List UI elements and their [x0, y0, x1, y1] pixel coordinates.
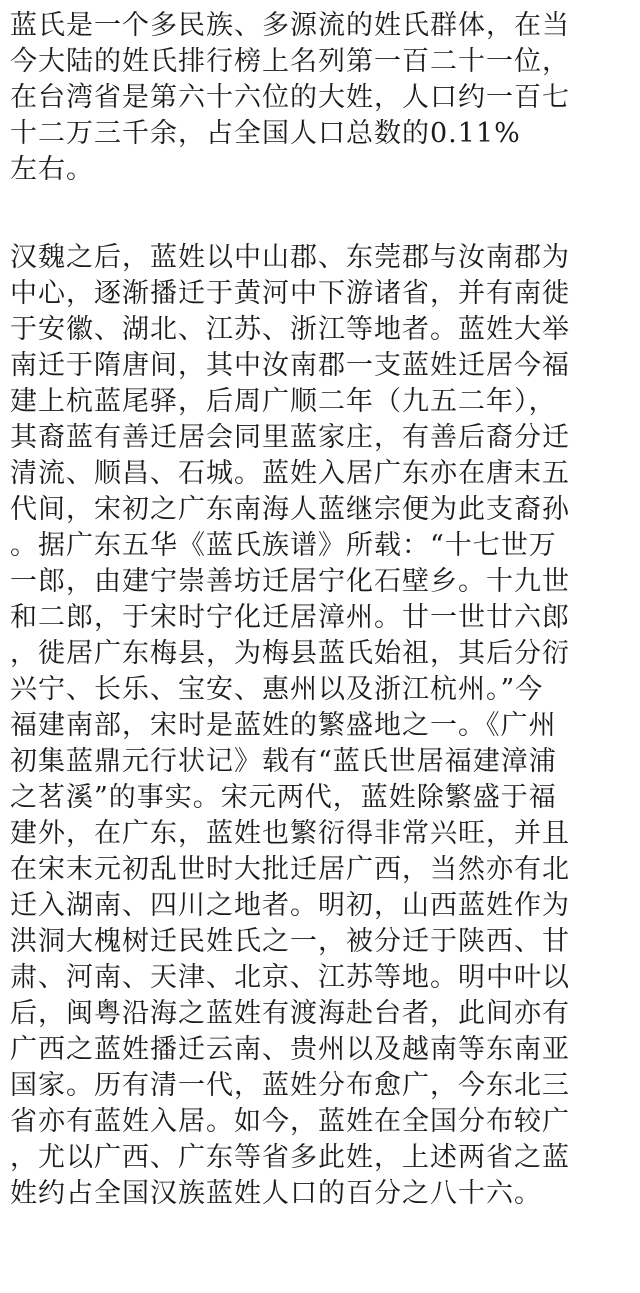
text-line: ，尤以广西、广东等省多此姓，上述两省之蓝 — [10, 1142, 570, 1173]
text-line: 在宋末元初乱世时大批迁居广西，当然亦有北 — [10, 854, 570, 885]
text-line: 代间，宋初之广东南海人蓝继宗便为此支裔孙 — [10, 494, 570, 525]
text-line: 中心，逐渐播迁于黄河中下游诸省，并有南徙 — [10, 278, 570, 309]
text-line: 十二万三千余，占全国人口总数的0.11% — [10, 118, 521, 149]
text-line: 汉魏之后，蓝姓以中山郡、东莞郡与汝南郡为 — [10, 242, 570, 273]
text-line: 建外，在广东，蓝姓也繁衍得非常兴旺，并且 — [10, 818, 570, 849]
text-line: ，徙居广东梅县，为梅县蓝氏始祖，其后分衍 — [10, 638, 570, 669]
text-line: 蓝氏是一个多民族、多源流的姓氏群体，在当 — [10, 10, 570, 41]
text-line: 福建南部，宋时是蓝姓的繁盛地之一。《广州 — [10, 710, 557, 741]
text-line: 洪洞大槐树迁民姓氏之一，被分迁于陕西、甘 — [10, 926, 570, 957]
paragraph-intro — [10, 8, 635, 188]
text-line: 迁入湖南、四川之地者。明初，山西蓝姓作为 — [10, 890, 570, 921]
text-line: 左右。 — [10, 154, 94, 185]
text-line: 国家。历有清一代，蓝姓分布愈广，今东北三 — [10, 1070, 570, 1101]
text-line: 于安徽、湖北、江苏、浙江等地者。蓝姓大举 — [10, 314, 570, 345]
text-line: 其裔蓝有善迁居会同里蓝家庄，有善后裔分迁 — [10, 422, 570, 453]
text-line: 后，闽粤沿海之蓝姓有渡海赴台者，此间亦有 — [10, 998, 570, 1029]
paragraph-history — [10, 240, 635, 1212]
text-line: 清流、顺昌、石城。蓝姓入居广东亦在唐末五 — [10, 458, 570, 489]
text-line: 。据广东五华《蓝氏族谱》所载：“十七世万 — [10, 530, 557, 561]
text-line: 初集蓝鼎元行状记》载有“蓝氏世居福建漳浦 — [10, 746, 557, 777]
text-line: 之茗溪”的事实。宋元两代，蓝姓除繁盛于福 — [10, 782, 557, 813]
text-line: 肃、河南、天津、北京、江苏等地。明中叶以 — [10, 962, 570, 993]
text-line: 南迁于隋唐间，其中汝南郡一支蓝姓迁居今福 — [10, 350, 570, 381]
text-line: 兴宁、长乐、宝安、惠州以及浙江杭州。”今 — [10, 674, 544, 705]
text-line: 在台湾省是第六十六位的大姓，人口约一百七 — [10, 82, 570, 113]
text-line: 今大陆的姓氏排行榜上名列第一百二十一位， — [10, 46, 570, 77]
text-line: 和二郎，于宋时宁化迁居漳州。廿一世廿六郎 — [10, 602, 570, 633]
text-line: 姓约占全国汉族蓝姓人口的百分之八十六。 — [10, 1178, 542, 1209]
text-line: 一郎，由建宁崇善坊迁居宁化石壁乡。十九世 — [10, 566, 570, 597]
text-line: 省亦有蓝姓入居。如今，蓝姓在全国分布较广 — [10, 1106, 570, 1137]
text-line: 建上杭蓝尾驿，后周广顺二年（九五二年）， — [10, 386, 557, 417]
text-line: 广西之蓝姓播迁云南、贵州以及越南等东南亚 — [10, 1034, 570, 1065]
